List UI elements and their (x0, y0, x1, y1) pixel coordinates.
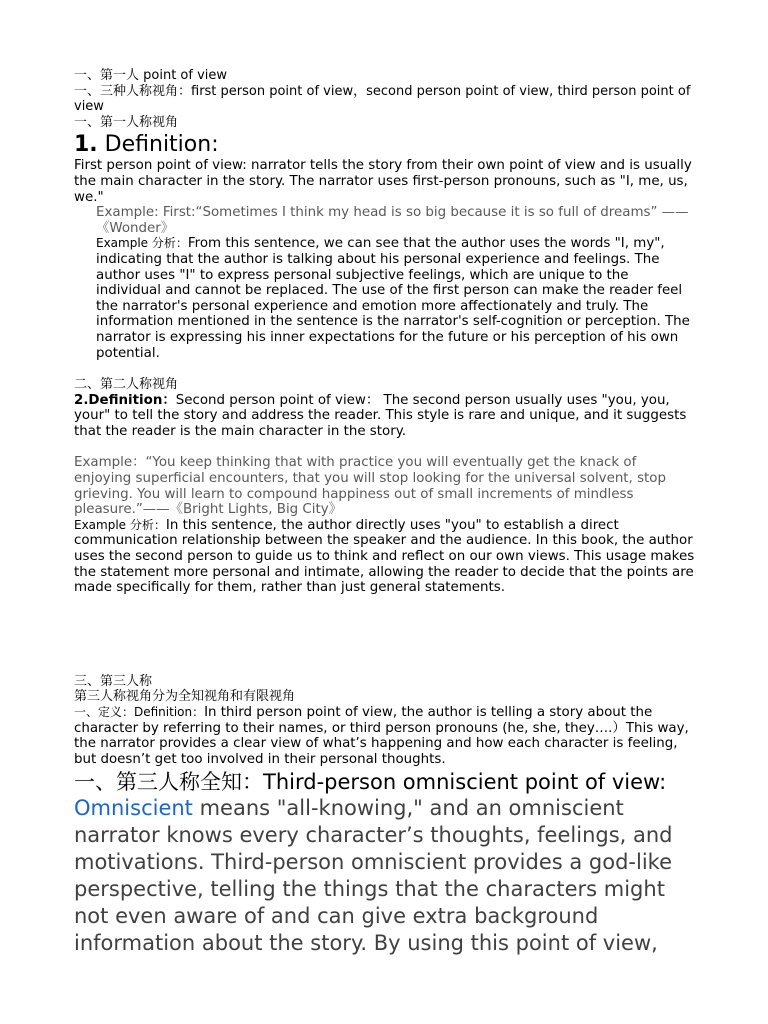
paragraph-gap (74, 361, 696, 377)
section2-def-text: Second person point of view： The second person usually uses "you, you, your" to tell the story and address the reader. This style is rare and unique, and it suggests that the reader is the main character in the story. (74, 392, 687, 439)
section2-def-label: 2.Definition： (74, 392, 176, 408)
section2-example-quote: Example：“You keep thinking that with practice you will eventually get the knack of enjoying superficial encounters, that you will stop looking for the universal solvent, stop grieving. You will learn to compound happiness out of small increments of mindless pleasure.”——《Bright Lights, Big City》 (74, 455, 666, 518)
section3-def-text: In third person point of view, the author is telling a story about the character by referring to their names, or third person pronouns (he, she, they….）This way, the narrator provides a clear view of what’s happening and how each character is feeling, but doesn’t get too involved in their personal thoughts. (74, 705, 689, 767)
section2-example-analysis (74, 518, 696, 596)
section3-def-label: 一、定义：Definition： (74, 705, 205, 719)
document-page (74, 68, 696, 957)
section3-omniscient-heading: 一、第三人称全知：Third-person omniscient point of view: (74, 770, 667, 795)
section3-cn-heading: 三、第三人称 (74, 673, 153, 689)
section1-example-label: Example 分析： (96, 236, 188, 251)
section3-definition (74, 705, 696, 767)
section1-cn-heading: 一、第一人称视角 (74, 114, 179, 130)
intro-types-line: 一、三种人称视角：first person point of view，second person point of view, third person point of view (74, 83, 691, 115)
section1-heading-text: Definition: (104, 132, 219, 158)
section1-heading (74, 132, 696, 158)
section2-example-text: In this sentence, the author directly uses "you" to establish a direct communication relationship between the speaker and the audience. In this book, the author uses the second person to guide us to think and reflect on our own views. This usage makes the statement more personal and intimate, allowing the reader to decide that the points are made specifically for them, rather than just general statements. (74, 517, 695, 596)
section1-example-text: From this sentence, we can see that the author uses the words "I, my", indicating that the author is talking about his personal experience and feelings. The author uses "I" to express personal subjective feelings, which are unique to the individual and cannot be replaced. The use of the first person can make the reader feel the narrator's personal experience and emotion more affectionately and truly. The information mentioned in the sentence is the narrator's self-cognition or perception. The narrator is expressing his inner expectations for the future or his perception of his own potential. (96, 236, 690, 361)
section-gap (74, 596, 696, 674)
section1-example-quote: Example: First:“Sometimes I think my head is so big because it is so full of dreams” ——《Wonder》 (96, 205, 689, 236)
intro-title-line: 一、第一人 point of view (74, 68, 228, 83)
section2-example-label: Example 分析： (74, 517, 166, 532)
omniscient-word: Omniscient (74, 796, 193, 821)
section2-definition (74, 393, 696, 440)
section3-omniscient-paragraph (74, 795, 696, 957)
paragraph-gap (74, 439, 696, 455)
section1-example-analysis (96, 236, 696, 361)
section1-definition: First person point of view: narrator tells the story from their own point of view and is usually the main character in the story. The narrator uses first-person pronouns, such as "I, me, us, we." (74, 158, 692, 205)
section3-cn-subheading: 第三人称视角分为全知视角和有限视角 (74, 689, 296, 705)
section2-cn-heading: 二、第二人称视角 (74, 377, 179, 393)
omniscient-text: means "all-knowing," and an omniscient narrator knows every character’s thoughts, feelings, and motivations. Third-person omniscient provides a god-like perspective, telling the things that the characters might not even aware of and can give extra background information about the story. By using this point of view, (74, 796, 673, 956)
section1-heading-number: 1. (74, 132, 98, 158)
